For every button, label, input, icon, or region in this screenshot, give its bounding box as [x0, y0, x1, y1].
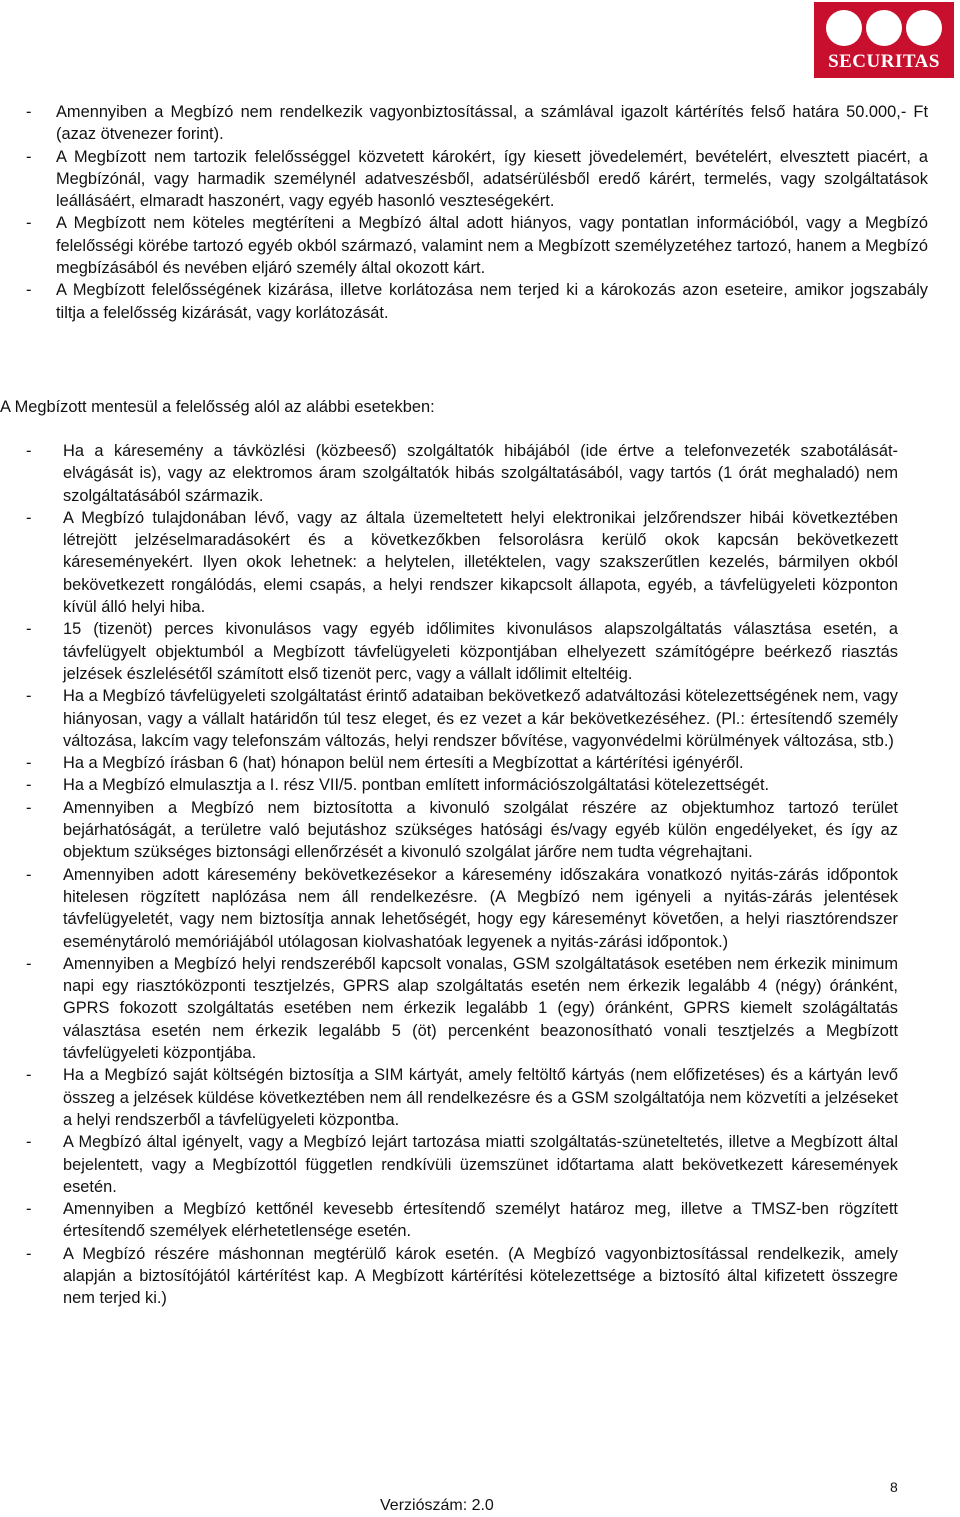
- logo-dot: [906, 10, 942, 46]
- exemption-intro: A Megbízott mentesül a felelősség alól az alábbi esetekben:: [0, 398, 435, 416]
- logo-text: SECURITAS: [828, 51, 940, 72]
- list-item: - Amennyiben a Megbízó helyi rendszeréből kapcsolt vonalas, GSM szolgáltatások esetében nem érkezik minimum napi egy riasztóközponti tesztjelzés, GPRS alap szolgáltatás esetén nem érkezik legalább 4 (négy) óránként, GPRS fokozott szolgáltatás esetében nem érkezik legalább 1 (egy) óránként, GPRS kiemelt szolágáltatás választása esetén nem érkezik legalább 5 (öt) percenként beazonosítható vonali tesztjelzés a Megbízott távfelügyeleti központjába.: [63, 953, 898, 1064]
- list-item: - Amennyiben a Megbízó nem biztosította a kivonuló szolgálat részére az objektumhoz tartozó terület bejárhatóságát, a területre való bejutáshoz szükséges hatósági és/vagy egyéb külön engedélyeket, és így az objektum szükséges biztonsági ellenőrzését a kivonuló szolgálat járőre nem tudta végrehajtani.: [63, 797, 898, 864]
- list-item: - A Megbízott nem tartozik felelősséggel közvetett károkért, így kiesett jövedelemért, bevételért, elvesztett piacért, a Megbízónál, vagy harmadik személynél adatveszésből, adatsérülésből eredő kárért, termelés, vagy szolgáltatások leállásáért, elmaradt haszonért, vagy egyéb hasonló veszteségekért.: [56, 146, 928, 213]
- list-item: - Ha a Megbízó távfelügyeleti szolgáltatást érintő adataiban bekövetkező adatváltozási kötelezettségének nem, vagy hiányosan, vagy a vállalt határidőn túl tesz eleget, és ez vezet a kár bekövetkezéséhez. (Pl.: értesítendő személy változása, lakcím vagy telefonszám változás, helyi rendszer bővítése, vagyonvédelmi körülmények változása, stb.): [63, 685, 898, 752]
- list-item: - A Megbízott nem köteles megtéríteni a Megbízó által adott hiányos, vagy pontatlan információból, vagy a Megbízó felelősségi körébe tartozó egyéb okból származó, valamint nem a Megbízott személyzetéhez tartozó, hanem a Megbízó megbízásából és nevében eljáró személy által okozott kárt.: [56, 212, 928, 279]
- logo-dots: [826, 10, 942, 50]
- list-item: - A Megbízó részére máshonnan megtérülő károk esetén. (A Megbízó vagyonbiztosítással rendelkezik, amely alapján a biztosítójától kártérítést kap. A Megbízott kártérítési kötelezettsége a biztosító által kifizetett összegre nem terjed ki.): [63, 1243, 898, 1310]
- list-item: - Ha a Megbízó saját költségén biztosítja a SIM kártyát, amely feltöltő kártyás (nem előfizetéses) és a kártyán levő összeg a jelzések küldése következtében nem áll rendelkezésre és a GSM szolgáltatója nem közvetíti a jelzéseket a helyi rendszerből a távfelügyeleti központba.: [63, 1064, 898, 1131]
- logo-dot: [826, 10, 862, 46]
- liability-limits-list: [26, 101, 928, 324]
- list-item: - Amennyiben adott káresemény bekövetkezésekor a káresemény időszakára vonatkozó nyitás-zárás időpontok hitelesen rögzített naplózása nem áll rendelkezésre. (A Megbízó nem igényeli a nyitás-zárás jelentések távfelügyeletét, vagy nem biztosítja annak lehetőségét, hogy egy káreseményt követően, a helyi riasztórendszer eseménytároló memóriájából utólagosan kiolvashatóak legyenek a nyitás-zárási időpontok.): [63, 864, 898, 953]
- version-label: Verziószám: 2.0: [380, 1497, 494, 1514]
- list-item: - Amennyiben a Megbízó nem rendelkezik vagyonbiztosítással, a számlával igazolt kártérítés felső határa 50.000,- Ft (azaz ötvenezer forint).: [56, 101, 928, 146]
- list-item: - A Megbízó tulajdonában lévő, vagy az általa üzemeltetett helyi elektronikai jelzőrendszer hibái következtében létrejött jelzéselmaradásokért és a következőkben felsorolásra kerülő okok kapcsán bekövetkezett káreseményekért. Ilyen okok lehetnek: a helytelen, illetéktelen, vagy szakszerűtlen kezelés, bármilyen okból bekövetkezett rongálódás, elemi csapás, a helyi rendszer kikapcsolt állapota, egyéb, a távfelügyeleti központon kívül álló helyi hiba.: [63, 507, 898, 618]
- list-item: - Ha a Megbízó elmulasztja a I. rész VII/5. pontban említett információszolgáltatási kötelezettségét.: [63, 774, 898, 796]
- list-item: - Amennyiben a Megbízó kettőnél kevesebb értesítendő személyt határoz meg, illetve a TMSZ-ben rögzített értesítendő személyek elérhetetlensége esetén.: [63, 1198, 898, 1243]
- list-item: - A Megbízott felelősségének kizárása, illetve korlátozása nem terjed ki a károkozás azon eseteire, amikor jogszabály tiltja a felelősség kizárását, vagy korlátozását.: [56, 279, 928, 324]
- securitas-logo: [814, 2, 954, 78]
- list-item: - Ha a káresemény a távközlési (közbeeső) szolgáltatók hibájából (ide értve a telefonvezeték szabotálását- elvágását is), vagy az elektromos áram szolgáltatók hibás szolgáltatásából, vagy tartós (1 órát meghaladó) nem szolgáltatásából származik.: [63, 440, 898, 507]
- list-item: - 15 (tizenöt) perces kivonulásos vagy egyéb időlimites kivonulásos alapszolgáltatás választása esetén, a távfelügyelt objektumból a Megbízott távfelügyeleti központjában elhelyezett számítógépre beérkező riasztás jelzések észlelésétől számított első tizenöt perc, vagy a vállalt időlimit elteltéig.: [63, 618, 898, 685]
- list-item: - A Megbízó által igényelt, vagy a Megbízó lejárt tartozása miatti szolgáltatás-szüneteltetés, illetve a Megbízott által bejelentett, vagy a Megbízottól független rendkívüli üzemszünet időtartama alatt bekövetkezett káresemények esetén.: [63, 1131, 898, 1198]
- exemption-list: [26, 440, 898, 1310]
- list-item: - Ha a Megbízó írásban 6 (hat) hónapon belül nem értesíti a Megbízottat a kártérítési igényéről.: [63, 752, 898, 774]
- page-number: 8: [890, 1479, 898, 1495]
- logo-dot: [866, 10, 902, 46]
